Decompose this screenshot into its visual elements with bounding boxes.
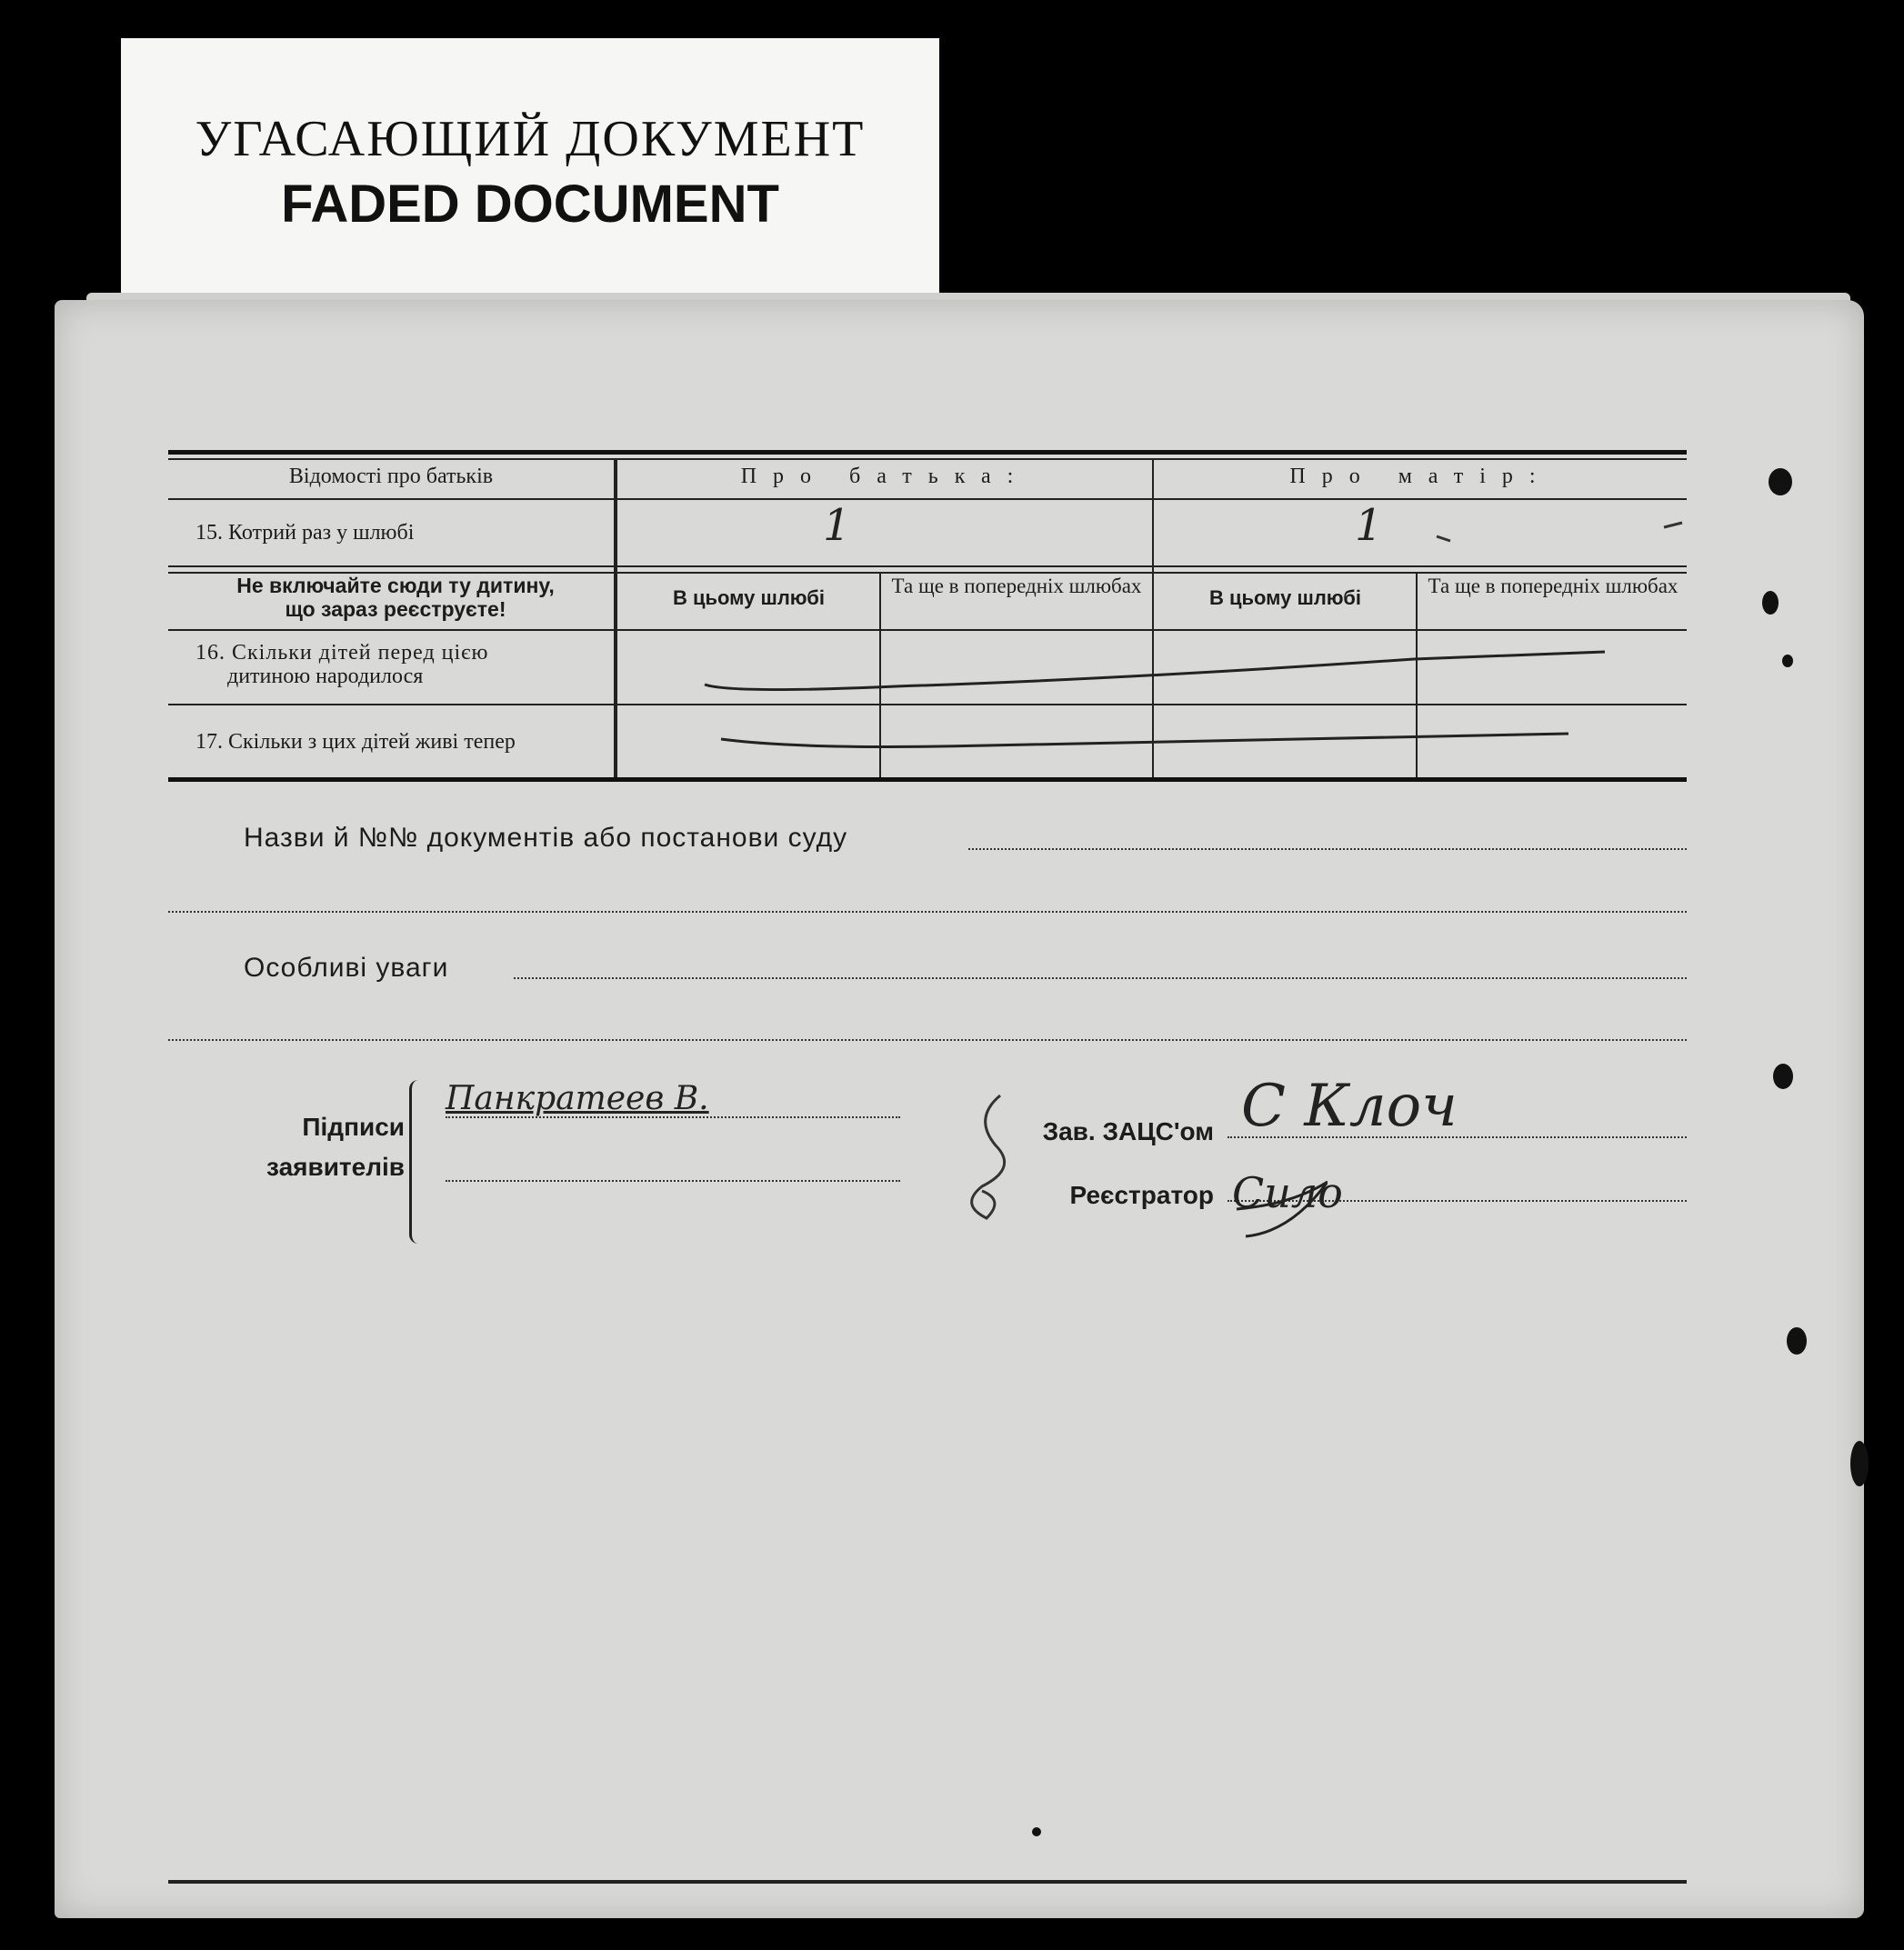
- damage-spot: [1769, 468, 1792, 495]
- applicant-signature-line-1[interactable]: [446, 1116, 900, 1118]
- row15-mother-value: 1: [1355, 500, 1383, 551]
- label-russian: УГАСАЮЩИЙ ДОКУМЕНТ: [195, 111, 866, 167]
- handwritten-dashes: [168, 450, 1687, 782]
- damage-spot: [1787, 1327, 1807, 1355]
- label-english: FADED DOCUMENT: [281, 175, 779, 234]
- note-line2: що зараз реєструєте!: [285, 597, 506, 621]
- subheader-father-this-marriage: В цьому шлюбі: [672, 586, 826, 609]
- header-father: Про батька:: [740, 465, 1030, 488]
- head-of-registry-label: Зав. ЗАЦС'ом: [1042, 1117, 1214, 1145]
- damage-spot: [1850, 1441, 1869, 1486]
- header-parents-info: Відомості про батьків: [288, 465, 494, 488]
- applicant-signature: Панкратеев В.: [446, 1080, 709, 1117]
- damage-spot: [1782, 655, 1793, 667]
- damage-spot: [1032, 1827, 1041, 1836]
- remarks-field-line[interactable]: [514, 977, 1687, 979]
- documents-field-line-2[interactable]: [168, 911, 1687, 913]
- signatures-brace: [409, 1080, 424, 1244]
- damage-spot: [1762, 591, 1779, 615]
- remarks-field-label: Особливі уваги: [244, 953, 449, 983]
- applicant-signature-line-2[interactable]: [446, 1180, 900, 1182]
- row15-father-value: 1: [823, 500, 851, 551]
- row17-label: 17. Скільки з цих дітей живі тепер: [195, 730, 516, 754]
- remarks-field-line-2[interactable]: [168, 1039, 1687, 1041]
- applicants-signatures-label: [191, 1107, 405, 1187]
- registrar-signature: Сило: [1232, 1168, 1343, 1217]
- subheader-mother-this-marriage: В цьому шлюбі: [1208, 586, 1362, 609]
- note-line1: Не включайте сюди ту дитину,: [236, 574, 555, 597]
- row15-label: 15. Котрий раз у шлюбі: [195, 521, 415, 545]
- subheader-mother-prev-marriages: Та ще в попередніх шлюбах: [1428, 575, 1679, 597]
- head-signature: С Клоч: [1241, 1073, 1458, 1140]
- bottom-rule: [168, 1880, 1687, 1884]
- applicants-label-line1: Підписи: [302, 1113, 405, 1141]
- damage-spot: [1773, 1064, 1793, 1089]
- row16-label-line2: дитиною народилося: [227, 665, 424, 688]
- registrar-label: Реєстратор: [1069, 1181, 1214, 1209]
- handwritten-flourishes: [946, 1082, 1328, 1264]
- applicants-label-line2: заявителів: [266, 1153, 405, 1181]
- faded-document-label: [121, 38, 939, 306]
- row16-label-line1: 16. Скільки дітей перед цією: [195, 641, 489, 665]
- subheader-father-prev-marriages: Та ще в попередніх шлюбах: [891, 575, 1142, 597]
- header-mother: Про матір:: [1289, 465, 1552, 488]
- documents-field-label: Назви й №№ документів або постанови суду: [244, 823, 848, 853]
- documents-field-line[interactable]: [968, 848, 1687, 850]
- form-sheet: [55, 300, 1864, 1918]
